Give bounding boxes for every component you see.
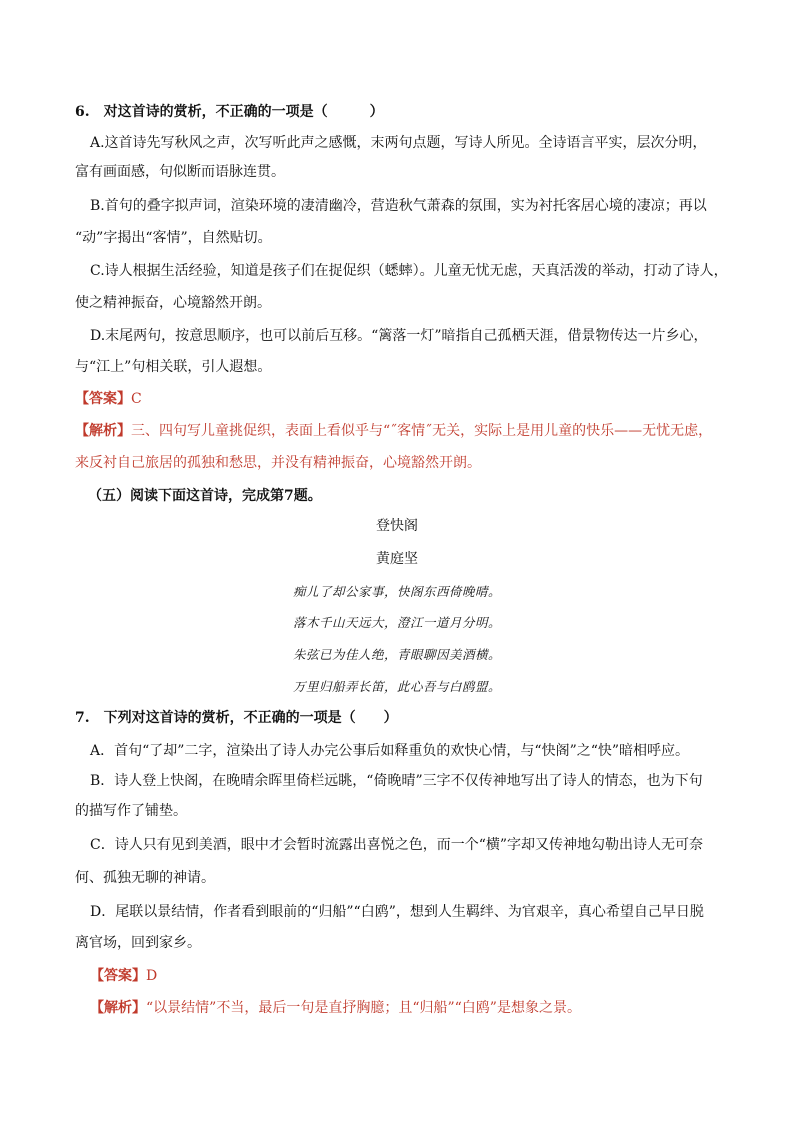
analysis-label: 【解析】 xyxy=(75,423,131,439)
analysis-label: 【解析】 xyxy=(90,1000,146,1016)
section-5-heading: （五）阅读下面这首诗，完成第7题。 xyxy=(88,488,322,504)
analysis-text: “以景结情”不当，最后一句是直抒胸臆；且“归船”“白鸥”是想象之景。 xyxy=(146,1000,581,1016)
poem-line-4: 万里归船弄长笛，此心吾与白鸥盟。 xyxy=(292,679,501,694)
q6-analysis-line1 xyxy=(75,421,735,441)
q7-option-c-line1: C．诗人只有见到美酒，眼中才会暂时流露出喜悦之色，而一个“横”字却又传神地勾勒出诗人无可奈 xyxy=(90,837,704,853)
q6-option-d-line1: D.末尾两句，按意思顺序，也可以前后互移。“篱落一灯”暗指自己孤栖天涯，借景物传达一片乡心， xyxy=(90,328,708,344)
q6-answer xyxy=(75,389,735,409)
analysis-text: 三、四句写儿童挑促织，表面上看似乎与“˝客情˝无关，实际上是用儿童的快乐——无忧无虑， xyxy=(131,423,713,439)
q7-option-b-line2: 的描写作了铺垫。 xyxy=(75,803,187,819)
poem-line-3: 朱弦已为佳人绝，青眼聊因美酒横。 xyxy=(292,647,501,662)
q7-option-c-line2: 何、孤独无聊的神请。 xyxy=(75,870,215,886)
q7-option-d-line1: D．尾联以景结情，作者看到眼前的“归船”“白鸥”，想到人生羁绊、为官艰辛，真心希望自己早日脱 xyxy=(90,904,704,920)
q6-option-a-line2: 富有画面感，句似断而语脉连贯。 xyxy=(75,164,285,180)
poem-line-2: 落木千山天远大，澄江一道月分明。 xyxy=(292,615,501,630)
q6-option-d-line2: 与“江上”句相关联，引人遐想。 xyxy=(75,359,272,375)
q7-analysis xyxy=(90,998,750,1018)
poem-author: 黄庭坚 xyxy=(376,551,418,567)
q7-option-d-line2: 离官场，回到家乡。 xyxy=(75,935,201,951)
q6-option-b-line2: “动”字揭出“客情”，自然贴切。 xyxy=(75,230,272,246)
q7-option-b-line1: B．诗人登上快阁，在晚晴余晖里倚栏远眺，“倚晚晴”三字不仅传神地写出了诗人的情态，也为下句 xyxy=(90,773,703,789)
answer-value: C xyxy=(131,391,142,407)
question-6-stem: 6. 对这首诗的赏析，不正确的一项是（ ） xyxy=(75,104,384,120)
q7-option-a: A．首句“了却”二字，渲染出了诗人办完公事后如释重负的欢快心情，与“快阁”之“快”暗相呼应。 xyxy=(90,743,690,759)
q6-option-a-line1: A.这首诗先写秋风之声，次写听此声之感慨，末两句点题，写诗人所见。全诗语言平实，层次分明， xyxy=(90,135,707,151)
answer-label: 【答案】 xyxy=(75,391,131,407)
poem-title: 登快阁 xyxy=(376,518,418,534)
answer-value: D xyxy=(146,968,158,984)
q6-option-c-line1: C.诗人根据生活经验，知道是孩子们在捉促织（蟋蟀）。儿童无忧无虑，天真活泼的举动，打动了诗人， xyxy=(90,263,728,279)
poem-line-1: 痴儿了却公家事，快阁东西倚晚晴。 xyxy=(292,584,501,599)
answer-label: 【答案】 xyxy=(90,968,146,984)
q6-analysis-line2: 来反衬自己旅居的孤独和愁思，并没有精神振奋，心境豁然开朗。 xyxy=(75,455,481,471)
q6-option-b-line1: B.首句的叠字拟声词，渲染环境的凄清幽冷，营造秋气萧森的氛围，实为衬托客居心境的凄凉；再以 xyxy=(90,198,707,214)
q6-option-c-line2: 使之精神振奋，心境豁然开朗。 xyxy=(75,295,271,311)
q7-answer xyxy=(90,966,750,986)
question-7-stem: 7. 下列对这首诗的赏析，不正确的一项是（ ） xyxy=(75,710,398,726)
